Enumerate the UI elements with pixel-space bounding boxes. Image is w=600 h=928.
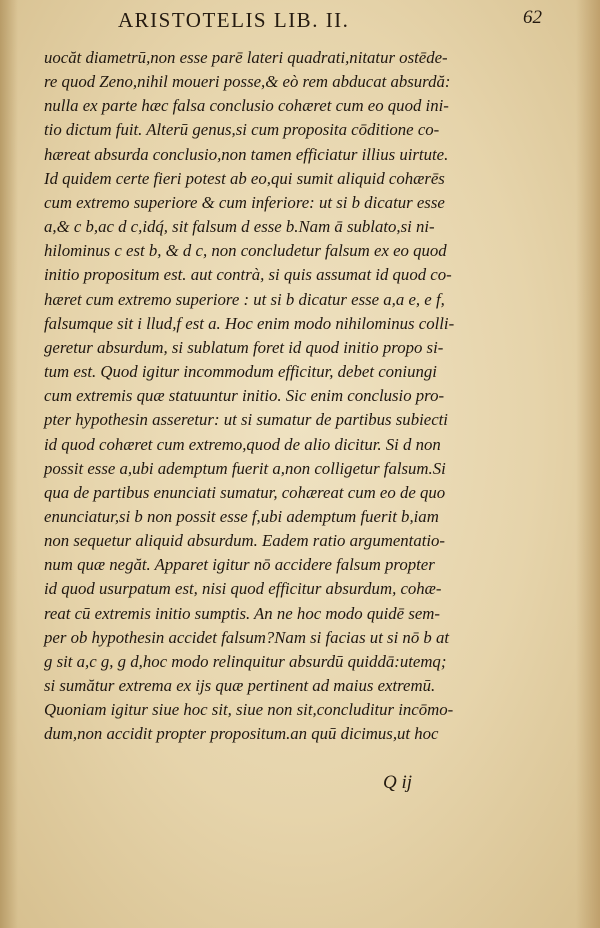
folio-number: 62: [523, 7, 542, 28]
text-line: non sequetur aliquid absurdum. Eadem ratio argumentatio-: [44, 531, 446, 551]
text-line: pter hypothesin asseretur: ut si sumatur de partibus subiecti: [44, 410, 448, 430]
text-line: uocăt diametrū,non esse parē lateri quadrati,nitatur ostēde-: [44, 48, 448, 67]
text-line: per ob hypothesin accidet falsum?Nam si facias ut si nō b at: [44, 627, 450, 647]
text-line: enunciatur,si b non possit esse f,ubi ademptum fuerit b,iam: [44, 506, 439, 526]
text-line: nulla ex parte hæc falsa conclusio cohæret cum eo quod ini-: [44, 96, 449, 116]
text-line: geretur absurdum, si sublatum foret id quod initio propo si-: [44, 337, 444, 357]
text-line: si sumătur extrema ex ijs quæ pertinent ad maius extremū.: [44, 676, 436, 696]
text-line: Quoniam igitur siue hoc sit, siue non sit,concluditur incōmo-: [44, 700, 454, 720]
text-line: tio dictum fuit. Alterū genus,si cum proposita cōditione co-: [44, 120, 440, 140]
text-line: reat cū extremis initio sumptis. An ne hoc modo quidē sem-: [44, 603, 441, 623]
text-line: tum est. Quod igitur incommodum efficitur, debet coniungi: [44, 362, 437, 382]
text-line: dum,non accidit propter propositum.an quū dicimus,ut hoc: [44, 724, 439, 744]
text-line: hæret cum extremo superiore : ut si b dicatur esse a,a e, e f,: [44, 289, 445, 309]
running-title: ARISTOTELIS LIB. II.: [118, 8, 350, 32]
text-line: a,& c b,ac d c,idq́, sit falsum d esse b.Nam ā sublato,si ni-: [44, 217, 435, 237]
text-line: cum extremis quæ statuuntur initio. Sic enim conclusio pro-: [44, 386, 445, 406]
text-line: hilominus c est b, & d c, non concludetur falsum ex eo quod: [44, 241, 447, 261]
text-line: hæreat absurda conclusio,non tamen efficiatur illius uirtute.: [44, 144, 449, 164]
text-line: re quod Zeno,nihil moueri posse,& eò rem abducat absurdă:: [44, 72, 451, 92]
text-line: num quæ negăt. Apparet igitur nō accidere falsum propter: [44, 555, 435, 575]
text-line: falsumque sit i llud,f est a. Hoc enim modo nihilominus colli-: [44, 313, 455, 333]
signature-mark: Q ij: [383, 772, 413, 793]
text-line: Id quidem certe fieri potest ab eo,qui sumit aliquid cohærēs: [44, 168, 445, 188]
text-line: initio propositum est. aut contrà, si quis assumat id quod co-: [44, 265, 452, 285]
text-line: possit esse a,ubi ademptum fuerit a,non colligetur falsum.Si: [44, 458, 446, 478]
text-line: qua de partibus enunciati sumatur, cohæreat cum eo de quo: [44, 482, 446, 502]
text-line: g sit a,c g, g d,hoc modo relinquitur absurdū quiddā:utemq;: [44, 651, 447, 671]
text-line: id quod cohæret cum extremo,quod de alio dicitur. Si d non: [44, 434, 441, 454]
text-line: id quod usurpatum est, nisi quod efficitur absurdum, cohæ-: [44, 579, 442, 599]
text-line: cum extremo superiore & cum inferiore: ut si b dicatur esse: [44, 192, 445, 212]
body-text: [44, 46, 496, 747]
